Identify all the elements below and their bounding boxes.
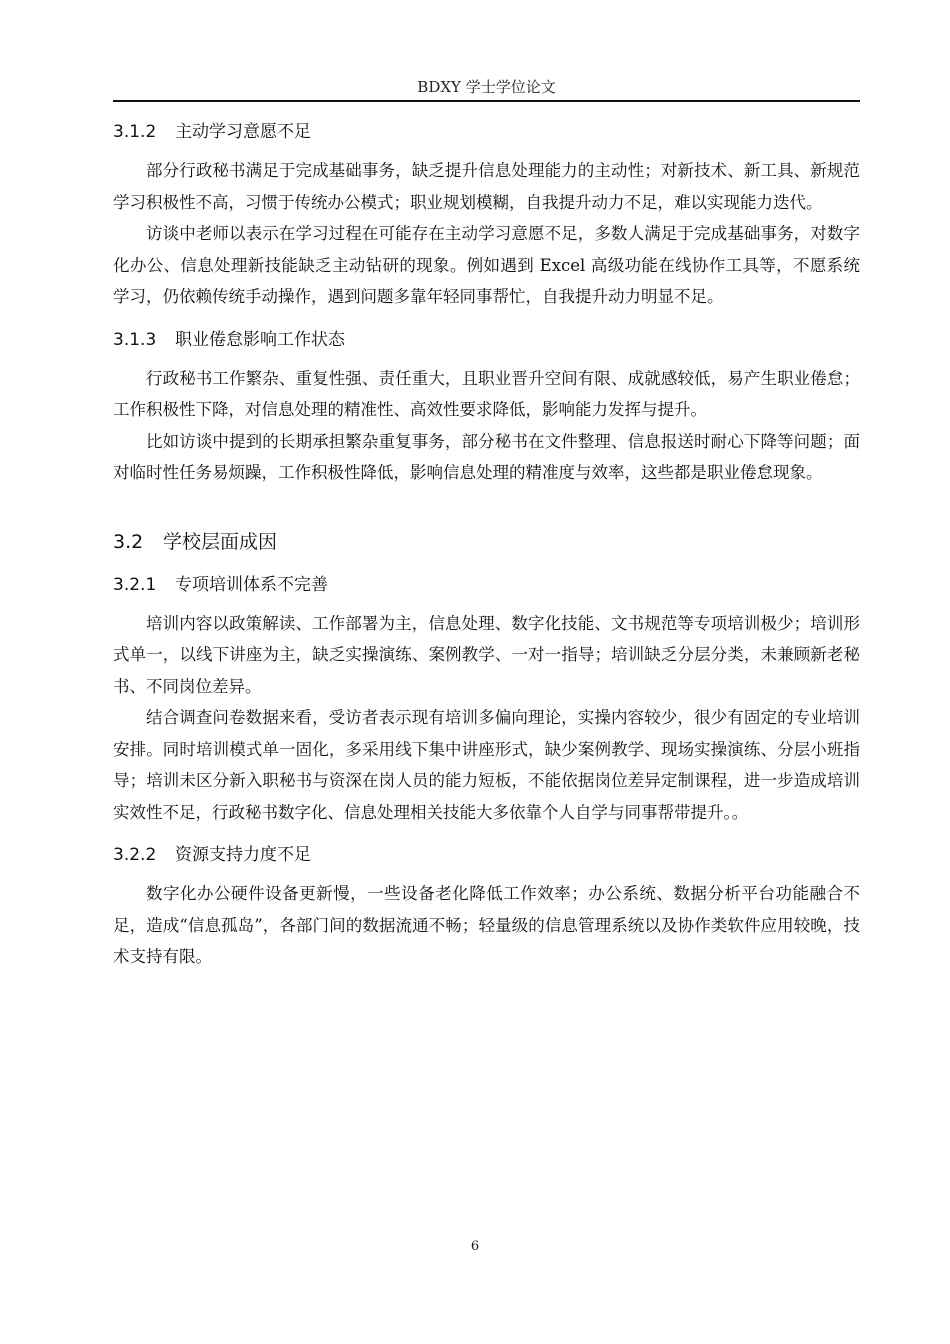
document-body	[113, 118, 860, 973]
paragraph: 数字化办公硬件设备更新慢，一些设备老化降低工作效率；办公系统、数据分析平台功能融合不足，造成“信息孤岛”，各部门间的数据流通不畅；轻量级的信息管理系统以及协作类软件应用较晚，技术支持有限。	[113, 884, 860, 966]
page-number: 6	[470, 1239, 480, 1254]
section-title: 学校层面成因	[163, 530, 278, 553]
section-heading	[113, 841, 860, 869]
paragraph: 结合调查问卷数据来看，受访者表示现有培训多偏向理论，实操内容较少，很少有固定的专业培训安排。同时培训模式单一固化，多采用线下集中讲座形式，缺少案例教学、现场实操演练、分层小班指导；培训未区分新入职秘书与资深在岗人员的能力短板，不能依据岗位差异定制课程，进一步造成培训实效性不足，行政秘书数字化、信息处理相关技能大多依靠个人自学与同事帮带提升。。	[113, 708, 860, 822]
section-title: 主动学习意愿不足	[175, 122, 311, 142]
section-3-2-2	[113, 841, 860, 973]
paragraph: 行政秘书工作繁杂、重复性强、责任重大，且职业晋升空间有限、成就感较低，易产生职业倦怠；工作积极性下降，对信息处理的精准性、高效性要求降低，影响能力发挥与提升。	[113, 368, 860, 419]
section-number: 3.1.2	[113, 122, 157, 142]
paragraph: 部分行政秘书满足于完成基础事务，缺乏提升信息处理能力的主动性；对新技术、新工具、新规范学习积极性不高，习惯于传统办公模式；职业规划模糊，自我提升动力不足，难以实现能力迭代。	[113, 161, 860, 212]
section-3-1-2	[113, 118, 860, 313]
paragraph: 比如访谈中提到的长期承担繁杂重复事务，部分秘书在文件整理、信息报送时耐心下降等问题；面对临时性任务易烦躁，工作积极性降低，影响信息处理的精准度与效率，这些都是职业倦怠现象。	[113, 431, 860, 482]
header-divider	[113, 100, 860, 102]
section-3-1-3	[113, 326, 860, 489]
section-heading	[113, 571, 860, 599]
section-number: 3.2.2	[113, 845, 157, 865]
section-number: 3.2.1	[113, 574, 157, 595]
page-header-title: BDXY 学士学位论文	[417, 78, 556, 96]
paragraph: 培训内容以政策解读、工作部署为主，信息处理、数字化技能、文书规范等专项培训极少；培训形式单一，以线下讲座为主，缺乏实操演练、案例教学、一对一指导；培训缺乏分层分类，未兼顾新老秘书、不同岗位差异。	[113, 613, 860, 696]
section-title: 专项培训体系不完善	[175, 574, 328, 595]
section-title: 职业倦怠影响工作状态	[175, 329, 345, 350]
section-number: 3.1.3	[113, 329, 157, 350]
paragraph: 访谈中老师以表示在学习过程在可能存在主动学习意愿不足，多数人满足于完成基础事务，对数字化办公、信息处理新技能缺乏主动钻研的现象。例如遇到 Excel 高级功能在线协作工具等，不愿系统学习，仍依赖传统手动操作，遇到问题多靠年轻同事帮忙，自我提升动力明显不足。	[113, 224, 860, 306]
section-heading	[113, 326, 860, 354]
section-number: 3.2	[113, 530, 144, 553]
section-3-2-1	[113, 571, 860, 829]
section-title: 资源支持力度不足	[175, 845, 311, 865]
section-heading	[113, 118, 860, 146]
chapter-section-heading	[113, 527, 860, 557]
